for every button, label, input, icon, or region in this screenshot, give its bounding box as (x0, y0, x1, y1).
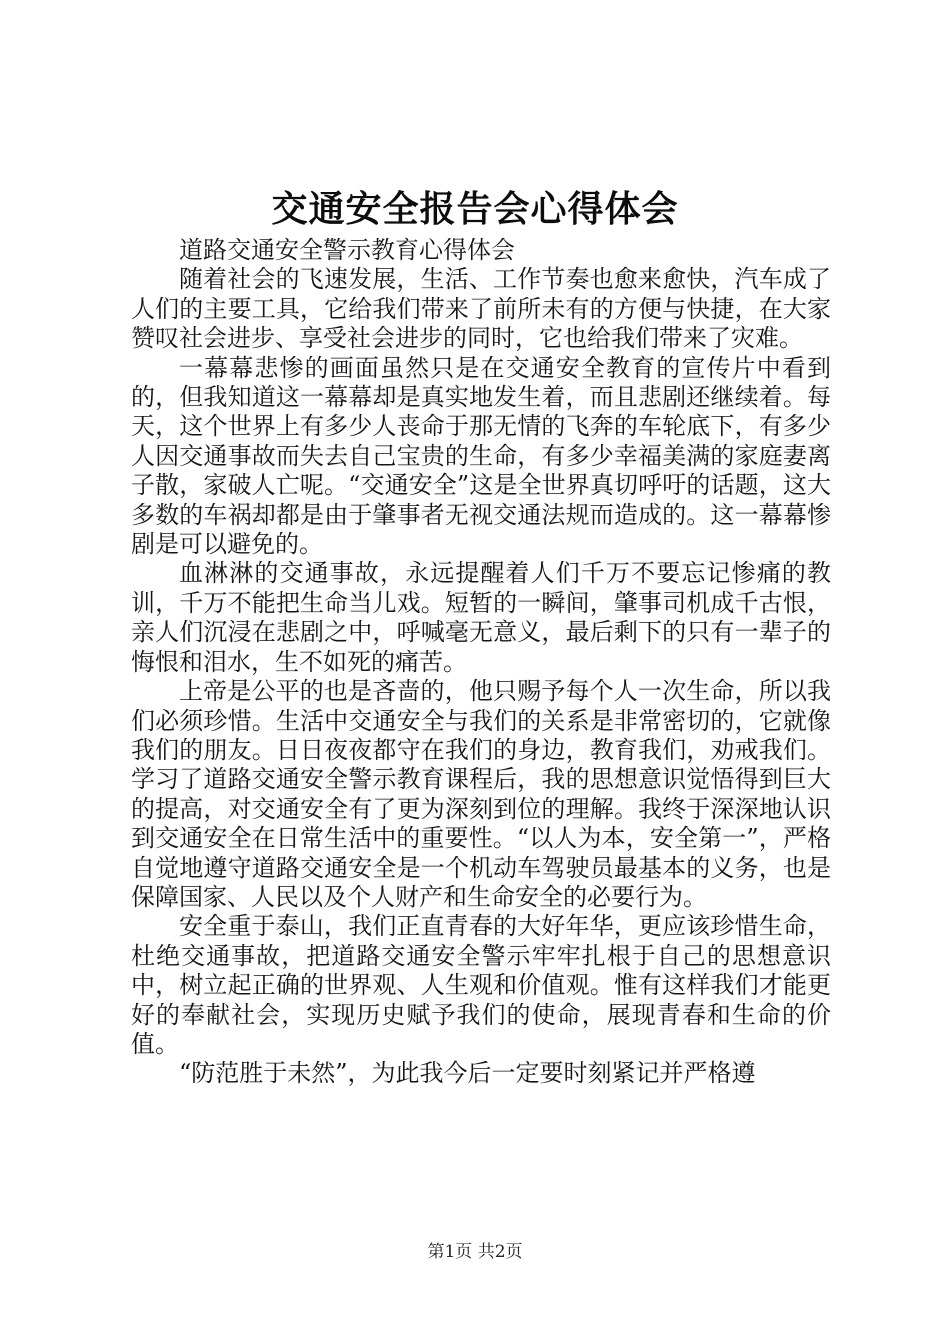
body-paragraph: 血淋淋的交通事故，永远提醒着人们千万不要忘记惨痛的教训，千万不能把生命当儿戏。短暂的一瞬间，肇事司机成千古恨，亲人们沉浸在悲剧之中，呼喊毫无意义，最后剩下的只有一辈子的悔恨和泪水，生不如死的痛苦。 (131, 559, 831, 676)
page-footer: 第1页 共2页 (427, 1242, 523, 1262)
body-paragraph: “防范胜于未然”，为此我今后一定要时刻紧记并严格遵 (179, 1059, 756, 1088)
body-paragraph: 一幕幕悲惨的画面虽然只是在交通安全教育的宣传片中看到的，但我知道这一幕幕却是真实地发生着，而且悲剧还继续着。每天，这个世界上有多少人丧命于那无情的飞奔的车轮底下，有多少人因交通事故而失去自己宝贵的生命，有多少幸福美满的家庭妻离子散，家破人亡呢。“交通安全”这是全世界真切呼吁的话题，这大多数的车祸却都是由于肇事者无视交通法规而造成的。这一幕幕惨剧是可以避免的。 (131, 353, 831, 559)
subtitle-paragraph: 道路交通安全警示教育心得体会 (179, 236, 515, 264)
document-title: 交通安全报告会心得体会 (271, 188, 679, 230)
body-paragraph: 上帝是公平的也是吝啬的，他只赐予每个人一次生命，所以我们必须珍惜。生活中交通安全与我们的关系是非常密切的，它就像我们的朋友。日日夜夜都守在我们的身边，教育我们，劝戒我们。学习了道路交通安全警示教育课程后，我的思想意识觉悟得到巨大的提高，对交通安全有了更为深刻到位的理解。我终于深深地认识到交通安全在日常生活中的重要性。“以人为本，安全第一”，严格自觉地遵守道路交通安全是一个机动车驾驶员最基本的义务，也是保障国家、人民以及个人财产和生命安全的必要行为。 (131, 677, 831, 911)
document-body (131, 236, 831, 1089)
body-paragraph: 随着社会的飞速发展，生活、工作节奏也愈来愈快，汽车成了人们的主要工具，它给我们带来了前所未有的方便与快捷，在大家赞叹社会进步、享受社会进步的同时，它也给我们带来了灾难。 (131, 265, 831, 353)
body-paragraph: 安全重于泰山，我们正直青春的大好年华，更应该珍惜生命，杜绝交通事故，把道路交通安全警示牢牢扎根于自己的思想意识中，树立起正确的世界观、人生观和价值观。惟有这样我们才能更好的奉献社会，实现历史赋予我们的使命，展现青春和生命的价值。 (131, 912, 831, 1058)
